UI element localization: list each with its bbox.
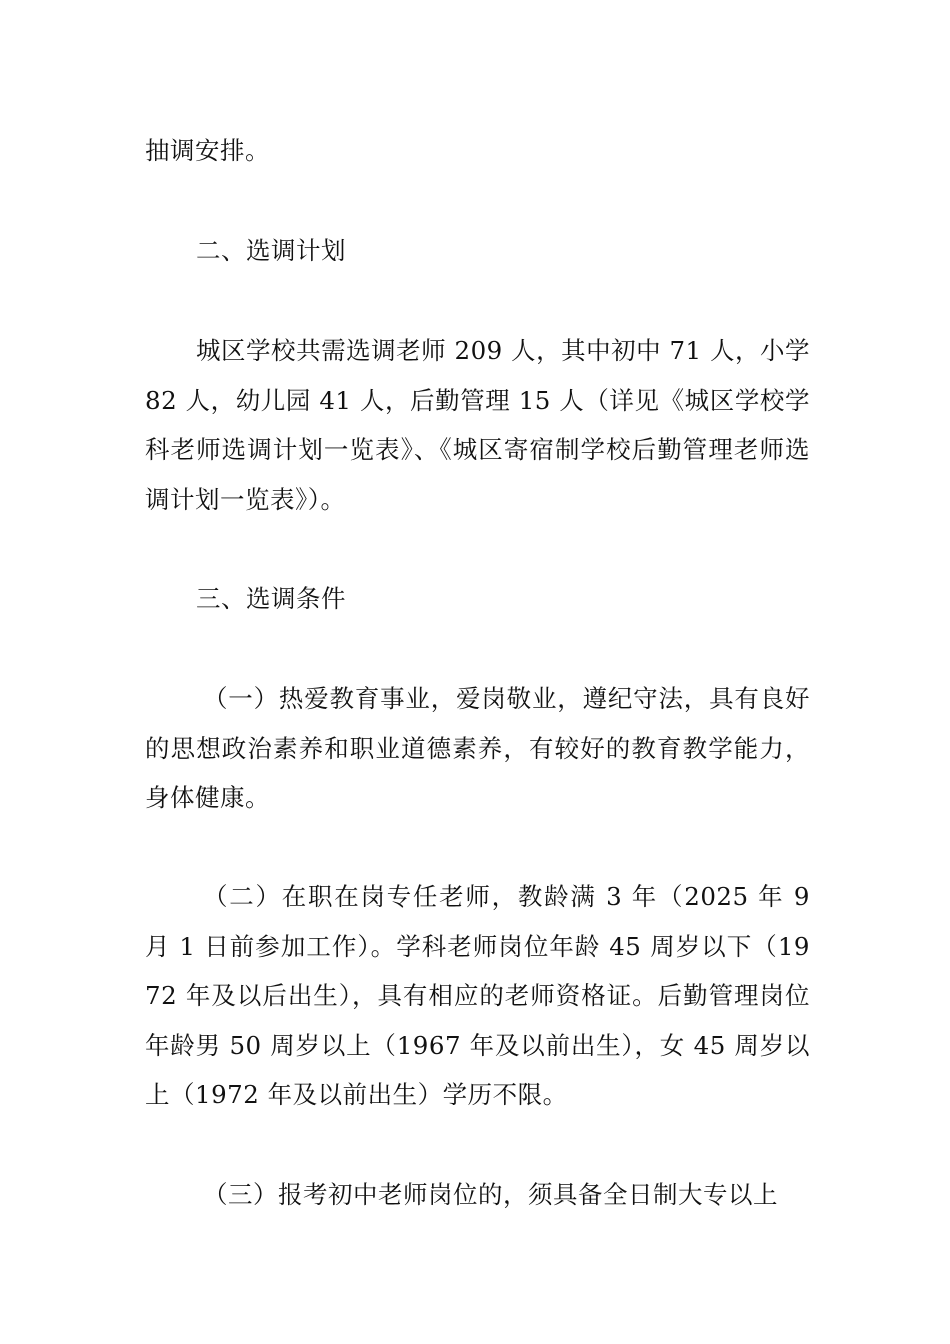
condition-paragraph-3: （三）报考初中老师岗位的，须具备全日制大专以上 bbox=[203, 1180, 778, 1209]
condition-paragraph-1: （一）热爱教育事业，爱岗敬业，遵纪守法，具有良好的思想政治素养和职业道德素养，有较好的教育教学能力，身体健康。 bbox=[145, 684, 810, 812]
continuation-paragraph: 抽调安排。 bbox=[145, 136, 270, 165]
section-heading-conditions: 三、选调条件 bbox=[196, 584, 346, 613]
plan-paragraph: 城区学校共需选调老师 209 人，其中初中 71 人，小学 82 人，幼儿园 41 人，后勤管理 15 人（详见《城区学校学科老师选调计划一览表》、《城区寄宿制学校后勤管理老师选调计划一览表》）。 bbox=[145, 336, 810, 514]
condition-paragraph-2: （二）在职在岗专任老师，教龄满 3 年（2025 年 9 月 1 日前参加工作）。学科老师岗位年龄 45 周岁以下（1972 年及以后出生），具有相应的老师资格证。后勤管理岗位年龄男 50 周岁以上（1967 年及以前出生），女 45 周岁以上（1972 年及以前出生）学历不限。 bbox=[145, 882, 810, 1109]
section-heading-plan: 二、选调计划 bbox=[196, 236, 346, 265]
